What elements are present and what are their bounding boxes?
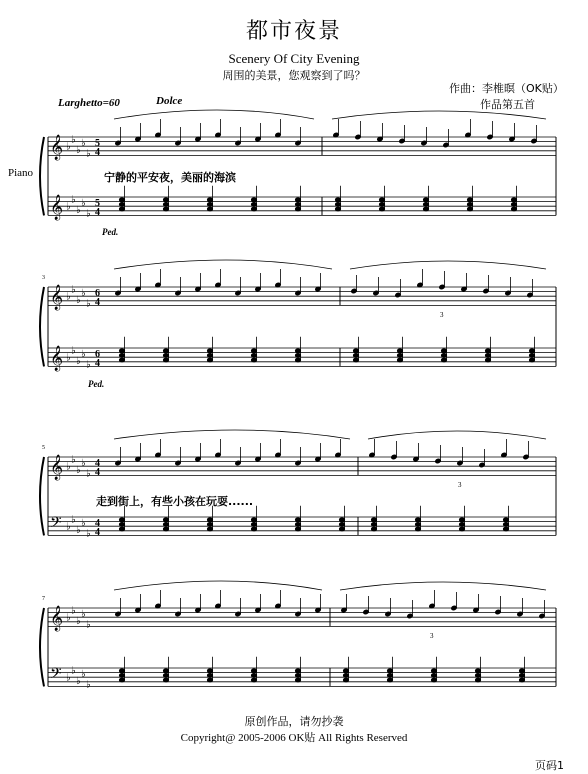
lyric-line-2: 走到街上，有些小孩在玩耍...... bbox=[96, 495, 254, 508]
slur bbox=[340, 582, 546, 590]
note-head bbox=[163, 349, 168, 353]
note-head bbox=[295, 198, 300, 202]
song-question: 周围的美景，您观察到了吗？ bbox=[222, 69, 366, 82]
bass-clef-icon: 𝄢 bbox=[50, 514, 62, 535]
flat-icon: ♭ bbox=[86, 679, 91, 691]
flat-icon: ♭ bbox=[81, 458, 86, 470]
note-head bbox=[511, 207, 516, 211]
flat-icon: ♭ bbox=[66, 141, 71, 153]
pedal-mark: Ped. bbox=[102, 227, 119, 237]
pedal-mark: Ped. bbox=[88, 379, 105, 389]
flat-icon: ♭ bbox=[71, 284, 76, 296]
note-head bbox=[163, 669, 168, 673]
flat-icon: ♭ bbox=[76, 145, 81, 157]
flat-icon: ♭ bbox=[86, 208, 91, 220]
flat-icon: ♭ bbox=[81, 138, 86, 150]
note-head bbox=[163, 527, 168, 531]
flat-icon: ♭ bbox=[71, 134, 76, 146]
note-head bbox=[163, 358, 168, 362]
flat-icon: ♭ bbox=[71, 514, 76, 526]
note-head bbox=[475, 669, 480, 673]
treble-clef-icon: 𝄞 bbox=[50, 606, 64, 631]
note-head bbox=[431, 669, 436, 673]
note-head bbox=[119, 349, 124, 353]
note-head bbox=[415, 523, 420, 527]
tuplet-mark: 3 bbox=[430, 632, 434, 640]
note-head bbox=[251, 669, 256, 673]
flat-icon: ♭ bbox=[86, 148, 91, 160]
note-head bbox=[335, 198, 340, 202]
note-head bbox=[475, 678, 480, 682]
note-head bbox=[467, 198, 472, 202]
note-head bbox=[423, 198, 428, 202]
note-head bbox=[295, 669, 300, 673]
note-head bbox=[251, 678, 256, 682]
brace bbox=[40, 608, 44, 686]
note-head bbox=[251, 674, 256, 678]
slur bbox=[332, 111, 546, 119]
time-signature-top: 4 bbox=[95, 518, 100, 529]
slur bbox=[114, 581, 322, 590]
note-head bbox=[251, 527, 256, 531]
note-head bbox=[119, 207, 124, 211]
note-head bbox=[251, 198, 256, 202]
treble-clef-icon: 𝄞 bbox=[50, 135, 64, 160]
flat-icon: ♭ bbox=[76, 295, 81, 307]
note-head bbox=[163, 518, 168, 522]
note-head bbox=[387, 674, 392, 678]
note-head bbox=[423, 203, 428, 207]
flat-icon: ♭ bbox=[86, 468, 91, 480]
note-head bbox=[295, 674, 300, 678]
note-head bbox=[503, 527, 508, 531]
key-signatures bbox=[66, 135, 91, 691]
flat-icon: ♭ bbox=[81, 518, 86, 530]
flat-icon: ♭ bbox=[86, 298, 91, 310]
note-head bbox=[335, 207, 340, 211]
note-head bbox=[251, 518, 256, 522]
note-head bbox=[519, 678, 524, 682]
score-marks bbox=[42, 227, 462, 640]
flat-icon: ♭ bbox=[76, 356, 81, 368]
slurs bbox=[114, 110, 546, 590]
copyright-notice: Copyright@ 2005-2006 OK贴 All Rights Reserved bbox=[180, 732, 408, 744]
note-head bbox=[371, 518, 376, 522]
flat-icon: ♭ bbox=[66, 201, 71, 213]
note-head bbox=[485, 354, 490, 358]
note-head bbox=[163, 674, 168, 678]
flat-icon: ♭ bbox=[81, 198, 86, 210]
note-head bbox=[397, 354, 402, 358]
note-head bbox=[467, 203, 472, 207]
time-signature-top: 5 bbox=[95, 198, 100, 209]
note-head bbox=[207, 358, 212, 362]
flat-icon: ♭ bbox=[66, 672, 71, 684]
note-head bbox=[119, 198, 124, 202]
note-head bbox=[459, 527, 464, 531]
clefs bbox=[50, 134, 63, 686]
note-head bbox=[371, 523, 376, 527]
tempo-marking: Larghetto=60 bbox=[58, 97, 120, 109]
note-head bbox=[415, 518, 420, 522]
note-head bbox=[379, 198, 384, 202]
time-signature-top: 6 bbox=[95, 349, 100, 360]
barlines bbox=[48, 134, 556, 686]
notes bbox=[115, 119, 545, 682]
composer-credit: 作曲：李椎暝（OK贴） bbox=[449, 82, 564, 95]
note-head bbox=[119, 678, 124, 682]
note-head bbox=[353, 349, 358, 353]
expression-marking: Dolce bbox=[156, 95, 183, 107]
flat-icon: ♭ bbox=[76, 616, 81, 628]
note-head bbox=[459, 518, 464, 522]
flat-icon: ♭ bbox=[76, 465, 81, 477]
note-head bbox=[207, 198, 212, 202]
note-head bbox=[295, 678, 300, 682]
flat-icon: ♭ bbox=[66, 291, 71, 303]
flat-icon: ♭ bbox=[76, 525, 81, 537]
flat-icon: ♭ bbox=[71, 605, 76, 617]
note-head bbox=[119, 523, 124, 527]
time-signature-bottom: 4 bbox=[95, 527, 100, 538]
measure-number: 3 bbox=[42, 275, 45, 281]
staff-lines bbox=[48, 134, 556, 686]
note-head bbox=[295, 527, 300, 531]
time-signature-top: 5 bbox=[95, 138, 100, 149]
note-head bbox=[397, 358, 402, 362]
time-signature-bottom: 4 bbox=[95, 297, 100, 308]
time-signature-bottom: 4 bbox=[95, 358, 100, 369]
note-head bbox=[163, 207, 168, 211]
note-head bbox=[119, 674, 124, 678]
treble-clef-icon: 𝄞 bbox=[50, 285, 64, 310]
flat-icon: ♭ bbox=[81, 349, 86, 361]
note-head bbox=[441, 358, 446, 362]
note-head bbox=[119, 354, 124, 358]
note-head bbox=[251, 358, 256, 362]
treble-clef-icon: 𝄞 bbox=[50, 455, 64, 480]
note-head bbox=[207, 354, 212, 358]
instrument-label: Piano bbox=[8, 167, 34, 179]
note-head bbox=[335, 203, 340, 207]
note-head bbox=[511, 198, 516, 202]
note-head bbox=[519, 674, 524, 678]
note-head bbox=[343, 669, 348, 673]
note-head bbox=[163, 203, 168, 207]
note-head bbox=[353, 354, 358, 358]
note-head bbox=[295, 358, 300, 362]
note-head bbox=[207, 349, 212, 353]
note-head bbox=[485, 358, 490, 362]
note-head bbox=[415, 527, 420, 531]
note-head bbox=[207, 523, 212, 527]
slur bbox=[114, 110, 314, 119]
flat-icon: ♭ bbox=[71, 345, 76, 357]
lyric-line-1: 宁静的平安夜，美丽的海滨 bbox=[104, 171, 236, 184]
brace bbox=[40, 457, 44, 535]
time-signature-top: 6 bbox=[95, 288, 100, 299]
time-signature-bottom: 4 bbox=[95, 147, 100, 158]
note-head bbox=[503, 518, 508, 522]
note-head bbox=[207, 203, 212, 207]
note-head bbox=[379, 207, 384, 211]
bass-clef-icon: 𝄢 bbox=[50, 665, 62, 686]
note-head bbox=[207, 527, 212, 531]
song-title: 都市夜景 bbox=[245, 19, 342, 44]
note-head bbox=[295, 349, 300, 353]
flat-icon: ♭ bbox=[66, 461, 71, 473]
note-head bbox=[207, 518, 212, 522]
note-head bbox=[475, 674, 480, 678]
note-head bbox=[459, 523, 464, 527]
note-head bbox=[295, 354, 300, 358]
note-head bbox=[251, 207, 256, 211]
note-head bbox=[431, 678, 436, 682]
note-head bbox=[339, 518, 344, 522]
tuplet-mark: 3 bbox=[458, 481, 462, 489]
note-head bbox=[295, 523, 300, 527]
treble-clef-icon: 𝄞 bbox=[50, 346, 64, 371]
page-number: 页码1 bbox=[535, 759, 564, 772]
note-head bbox=[353, 358, 358, 362]
measure-number: 5 bbox=[42, 445, 45, 451]
note-head bbox=[441, 349, 446, 353]
measure-number: 7 bbox=[42, 596, 45, 602]
note-head bbox=[339, 523, 344, 527]
slur bbox=[114, 430, 350, 439]
note-head bbox=[529, 358, 534, 362]
note-head bbox=[207, 674, 212, 678]
footer-note: 原创作品，请勿抄袭 bbox=[244, 715, 344, 728]
song-subtitle: Scenery Of City Evening bbox=[228, 51, 360, 66]
note-head bbox=[295, 518, 300, 522]
note-head bbox=[339, 527, 344, 531]
slur bbox=[350, 261, 546, 269]
flat-icon: ♭ bbox=[86, 619, 91, 631]
note-head bbox=[207, 207, 212, 211]
note-head bbox=[119, 358, 124, 362]
note-head bbox=[119, 203, 124, 207]
flat-icon: ♭ bbox=[76, 676, 81, 688]
work-number: 作品第五首 bbox=[480, 98, 535, 111]
flat-icon: ♭ bbox=[71, 665, 76, 677]
note-head bbox=[397, 349, 402, 353]
note-head bbox=[467, 207, 472, 211]
note-head bbox=[163, 523, 168, 527]
note-head bbox=[343, 678, 348, 682]
time-signatures bbox=[95, 138, 100, 538]
note-head bbox=[519, 669, 524, 673]
flat-icon: ♭ bbox=[81, 609, 86, 621]
flat-icon: ♭ bbox=[66, 612, 71, 624]
flat-icon: ♭ bbox=[71, 194, 76, 206]
treble-clef-icon: 𝄞 bbox=[50, 195, 64, 220]
note-head bbox=[163, 198, 168, 202]
note-head bbox=[207, 678, 212, 682]
note-head bbox=[423, 207, 428, 211]
flat-icon: ♭ bbox=[66, 352, 71, 364]
slur bbox=[368, 431, 546, 439]
slur bbox=[114, 260, 332, 269]
time-signature-bottom: 4 bbox=[95, 207, 100, 218]
flat-icon: ♭ bbox=[66, 521, 71, 533]
note-head bbox=[371, 527, 376, 531]
note-head bbox=[387, 669, 392, 673]
note-head bbox=[251, 349, 256, 353]
note-head bbox=[119, 669, 124, 673]
note-head bbox=[163, 678, 168, 682]
time-signature-top: 4 bbox=[95, 458, 100, 469]
note-head bbox=[529, 354, 534, 358]
note-head bbox=[441, 354, 446, 358]
note-head bbox=[119, 527, 124, 531]
flat-icon: ♭ bbox=[71, 454, 76, 466]
flat-icon: ♭ bbox=[81, 669, 86, 681]
note-head bbox=[485, 349, 490, 353]
note-head bbox=[251, 203, 256, 207]
flat-icon: ♭ bbox=[86, 359, 91, 371]
note-head bbox=[251, 354, 256, 358]
system-braces bbox=[40, 137, 44, 686]
note-head bbox=[431, 674, 436, 678]
note-head bbox=[343, 674, 348, 678]
note-head bbox=[511, 203, 516, 207]
flat-icon: ♭ bbox=[86, 528, 91, 540]
note-head bbox=[529, 349, 534, 353]
note-head bbox=[295, 203, 300, 207]
note-head bbox=[379, 203, 384, 207]
flat-icon: ♭ bbox=[81, 288, 86, 300]
note-head bbox=[251, 523, 256, 527]
time-signature-bottom: 4 bbox=[95, 467, 100, 478]
tuplet-mark: 3 bbox=[440, 311, 444, 319]
note-head bbox=[295, 207, 300, 211]
note-head bbox=[163, 354, 168, 358]
note-head bbox=[503, 523, 508, 527]
note-head bbox=[207, 669, 212, 673]
note-head bbox=[119, 518, 124, 522]
brace bbox=[40, 287, 44, 366]
note-head bbox=[387, 678, 392, 682]
flat-icon: ♭ bbox=[76, 205, 81, 217]
brace bbox=[40, 137, 44, 215]
